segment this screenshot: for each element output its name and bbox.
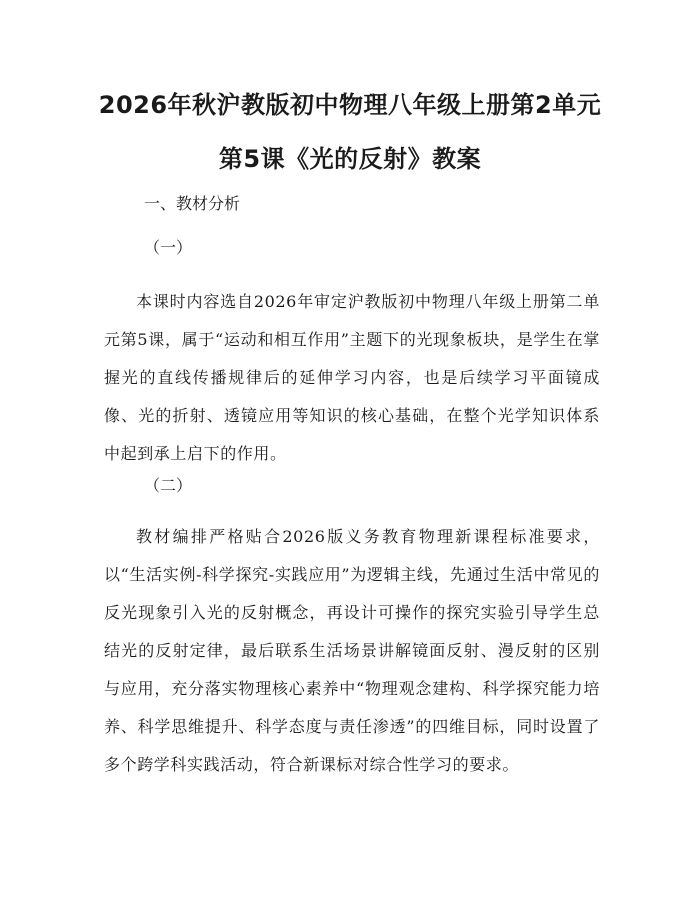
subsection-heading-1: （一） (144, 238, 193, 257)
paragraph-1: 本课时内容选自2026年审定沪教版初中物理八年级上册第二单元第5课，属于“运动和相互作用”主题下的光现象板块，是学生在掌握光的直线传播规律后的延伸学习内容，也是后续学习平面镜成像、光的折射、透镜应用等知识的核心基础，在整个光学知识体系中起到承上启下的作用。 (104, 292, 600, 463)
section-heading-textbook-analysis: 一、教材分析 (144, 194, 241, 213)
paragraph-2: 教材编排严格贴合2026版义务教育物理新课程标准要求，以“生活实例-科学探究-实践应用”为逻辑主线，先通过生活中常见的反光现象引入光的反射概念，再设计可操作的探究实验引导学生总结光的反射定律，最后联系生活场景讲解镜面反射、漫反射的区别与应用，充分落实物理核心素养中“物理观念建构、科学探究能力培养、科学思维提升、科学态度与责任渗透”的四维目标，同时设置了多个跨学科实践活动，符合新课标对综合性学习的要求。 (104, 527, 600, 774)
document-title: 2026年秋沪教版初中物理八年级上册第2单元第5课《光的反射》教案 (98, 91, 602, 173)
subsection-heading-2: （二） (144, 476, 193, 495)
